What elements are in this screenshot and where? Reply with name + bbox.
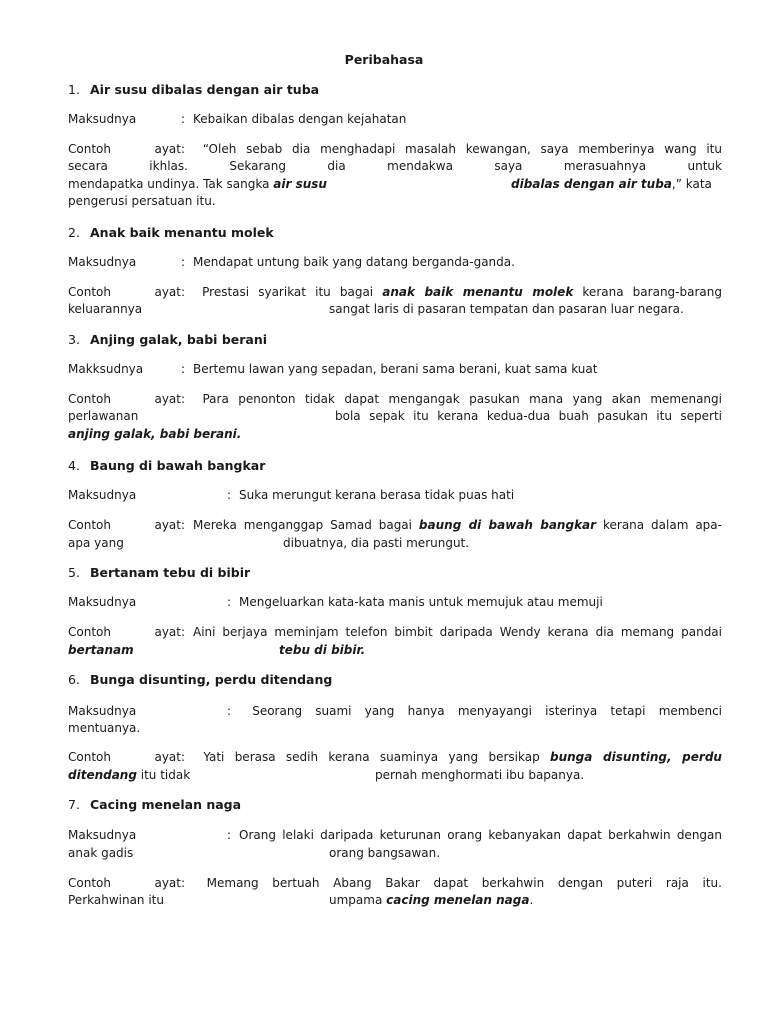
contoh-4-line-2: apa yang dibuatnya, dia pasti merungut.	[68, 536, 470, 550]
maksud-1: Maksudnya : Kebaikan dibalas dengan kejahatan	[68, 112, 407, 126]
contoh-5-line-1: Contoh ayat: Aini berjaya meminjam telefon bimbit daripada Wendy kerana dia memang pandai	[68, 625, 722, 639]
contoh-2-line-2: keluarannya sangat laris di pasaran tempatan dan pasaran luar negara.	[68, 302, 684, 316]
maksud-6-line-1: Maksudnya : Seorang suami yang hanya menyayangi isterinya tetapi membenci	[68, 704, 722, 718]
contoh-5-line-2: bertanam tebu di bibir.	[68, 643, 366, 657]
item-number: 2.	[68, 225, 80, 240]
heading-text: Baung di bawah bangkar	[90, 458, 266, 473]
contoh-3-line-3: anjing galak, babi berani.	[68, 427, 242, 441]
contoh-6-line-1: Contoh ayat: Yati berasa sedih kerana suaminya yang bersikap bunga disunting, perdu	[68, 750, 722, 764]
maksud-5: Maksudnya : Mengeluarkan kata-kata manis untuk memujuk atau memuji	[68, 595, 603, 609]
item-number: 5.	[68, 565, 80, 580]
maksud-2: Maksudnya : Mendapat untung baik yang datang berganda-ganda.	[68, 255, 515, 269]
maksud-7-line-2: anak gadis orang bangsawan.	[68, 846, 441, 860]
heading-1	[68, 82, 319, 97]
heading-5	[68, 565, 250, 580]
item-number: 7.	[68, 797, 80, 812]
heading-4	[68, 458, 265, 473]
contoh-4-line-1: Contoh ayat: Mereka menganggap Samad bagai baung di bawah bangkar kerana dalam apa-	[68, 518, 722, 532]
maksud-4: Maksudnya : Suka merungut kerana berasa tidak puas hati	[68, 488, 515, 502]
heading-text: Cacing menelan naga	[90, 797, 242, 812]
contoh-1-line-1: Contoh ayat: “Oleh sebab dia menghadapi masalah kewangan, saya memberinya wang itu	[68, 142, 722, 156]
item-number: 4.	[68, 458, 80, 473]
item-number: 1.	[68, 82, 80, 97]
item-number: 6.	[68, 672, 80, 687]
heading-text: Anjing galak, babi berani	[90, 332, 268, 347]
heading-text: Bunga disunting, perdu ditendang	[90, 672, 333, 687]
heading-text: Anak baik menantu molek	[90, 225, 274, 240]
contoh-1-line-3: mendapatka undinya. Tak sangka air susu dibalas dengan air tuba,” kata	[68, 177, 712, 191]
contoh-7-line-1: Contoh ayat: Memang bertuah Abang Bakar dapat berkahwin dengan puteri raja itu.	[68, 876, 722, 890]
contoh-3-line-2: perlawanan bola sepak itu kerana kedua-dua buah pasukan itu seperti	[68, 409, 722, 423]
maksud-6-line-2: mentuanya.	[68, 721, 141, 735]
heading-text: Air susu dibalas dengan air tuba	[90, 82, 320, 97]
page-title: Peribahasa	[344, 52, 424, 67]
heading-6	[68, 672, 332, 687]
heading-3	[68, 332, 267, 347]
maksud-7-line-1: Maksudnya : Orang lelaki daripada keturunan orang kebanyakan dapat berkahwin dengan	[68, 828, 722, 842]
item-number: 3.	[68, 332, 80, 347]
contoh-1-line-4: pengerusi persatuan itu.	[68, 194, 216, 208]
contoh-3-line-1: Contoh ayat: Para penonton tidak dapat mengangak pasukan mana yang akan memenangi	[68, 392, 722, 406]
contoh-1-line-2: secara ikhlas. Sekarang dia mendakwa saya merasuahnya untuk	[68, 159, 722, 173]
heading-2	[68, 225, 274, 240]
contoh-7-line-2: Perkahwinan itu umpama cacing menelan naga.	[68, 893, 534, 907]
heading-7	[68, 797, 241, 812]
heading-text: Bertanam tebu di bibir	[90, 565, 251, 580]
contoh-2-line-1: Contoh ayat: Prestasi syarikat itu bagai anak baik menantu molek kerana barang-barang	[68, 285, 722, 299]
contoh-6-line-2: ditendang itu tidak pernah menghormati ibu bapanya.	[68, 768, 585, 782]
maksud-3: Makksudnya : Bertemu lawan yang sepadan, berani sama berani, kuat sama kuat	[68, 362, 598, 376]
